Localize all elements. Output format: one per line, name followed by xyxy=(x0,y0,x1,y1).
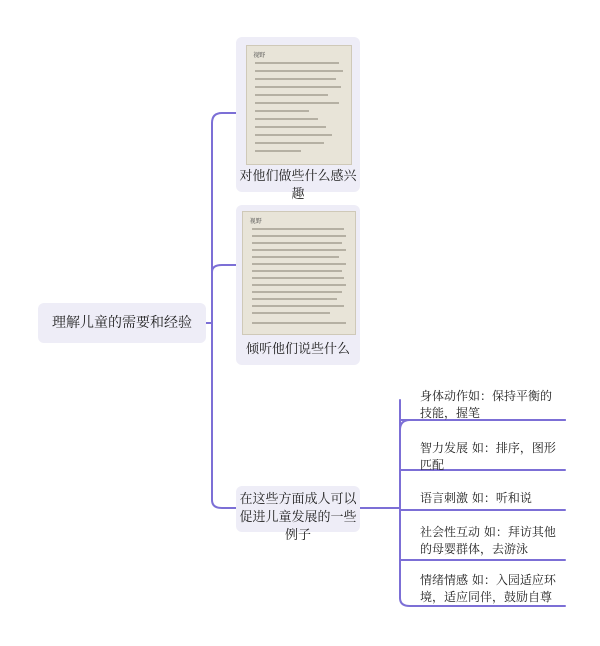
example-5-label: 情绪情感 如：入园适应环境，适应同伴，鼓励自尊 xyxy=(420,573,556,604)
example-3-label: 语言刺激 如：听和说 xyxy=(420,491,532,505)
example-4-label: 社会性互动 如：拜访其他的母婴群体，去游泳 xyxy=(420,525,556,556)
branch-2-photo-header: 视野 xyxy=(249,218,262,225)
example-item-2[interactable] xyxy=(420,440,560,474)
example-item-4[interactable] xyxy=(420,524,560,558)
branch-1-photo xyxy=(246,45,352,165)
branch-1-photo-header: 视野 xyxy=(253,52,266,59)
branch-2-label: 倾听他们说些什么 xyxy=(245,342,350,357)
branch-2-connector xyxy=(212,265,236,272)
branch-3-label: 在这些方面成人可以促进儿童发展的一些例子 xyxy=(239,492,357,543)
branch-2-photo xyxy=(242,211,356,335)
branch-node-1[interactable] xyxy=(236,37,360,202)
branch-1-label: 对他们做些什么感兴趣 xyxy=(239,169,357,202)
branch-node-2[interactable] xyxy=(236,205,360,365)
root-label: 理解儿童的需要和经验 xyxy=(52,315,192,331)
root-node[interactable] xyxy=(38,303,206,343)
trunk-line xyxy=(212,113,236,508)
example-item-3[interactable] xyxy=(420,490,560,507)
example-2-label: 智力发展 如：排序，图形匹配 xyxy=(420,441,556,472)
example-item-1[interactable] xyxy=(420,388,560,422)
example-item-5[interactable] xyxy=(420,572,562,606)
example-1-label: 身体动作如：保持平衡的技能，握笔 xyxy=(420,389,553,420)
branch-node-3[interactable] xyxy=(236,486,360,543)
